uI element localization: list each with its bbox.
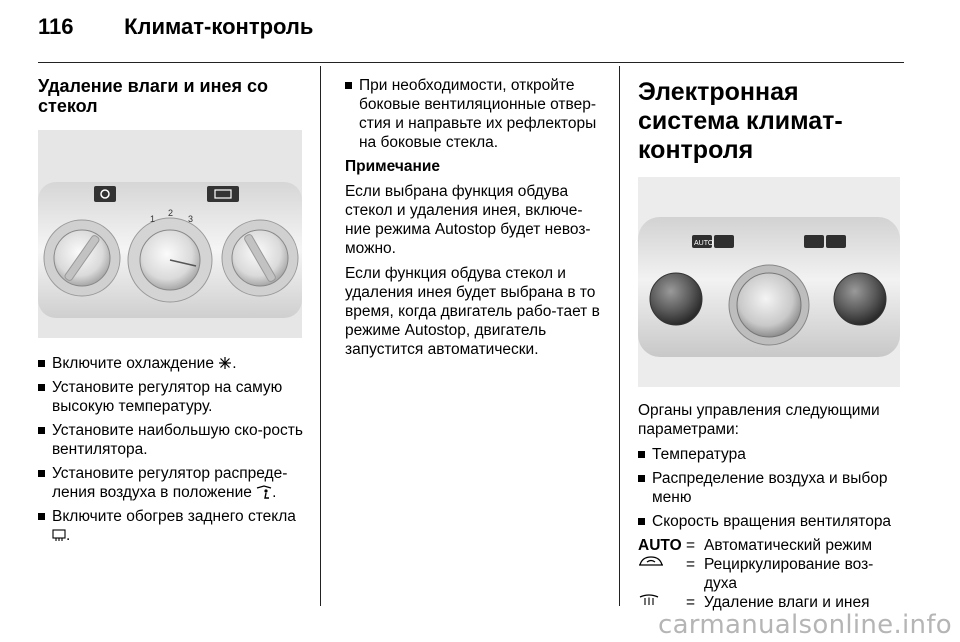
page-header — [38, 14, 313, 40]
rear-defrost-icon — [52, 529, 66, 542]
list-item: Установите регулятор распреде-ления воздуха в положение . — [38, 464, 306, 502]
list-item: Включите обогрев заднего стекла . — [38, 507, 306, 545]
list-item: При необходимости, откройте боковые вентиляционные отвер-стия и направьте их рефлекторы на боковые стекла. — [345, 76, 607, 152]
legend-key-recirculation — [638, 555, 686, 593]
fan-speed-label-3: 3 — [188, 214, 194, 224]
rear-defrost-button — [207, 186, 239, 202]
legend-sep: = — [686, 594, 696, 611]
electronic-climate-panel-illustration — [638, 177, 900, 387]
vent-step-list — [345, 76, 607, 152]
list-item: Распределение воздуха и выбор меню — [638, 469, 904, 507]
page-title: Климат-контроль — [124, 14, 314, 39]
windshield-footwell-icon — [256, 485, 272, 499]
button-legend — [638, 536, 904, 612]
air-distribution-knob — [737, 273, 801, 337]
legend-desc-recirculation: Рециркулирование воз-духа — [704, 556, 874, 592]
watermark: carmanualsonline.info — [657, 610, 952, 640]
legend-sep: = — [686, 537, 696, 554]
manual-climate-panel-illustration — [38, 130, 302, 338]
column-divider-2 — [619, 66, 620, 606]
legend-desc-defrost: Удаление влаги и инея — [704, 594, 870, 611]
legend-desc-auto: Автоматический режим — [704, 537, 873, 554]
column-divider-1 — [320, 66, 321, 606]
page-number: 116 — [38, 14, 74, 39]
note-paragraph-2: Если функция обдува стекол и удаления инея будет выбрана в то время, когда двигатель рабо-тает в режиме Autostop, двигатель запустится автоматически. — [345, 265, 600, 358]
temperature-knob — [650, 273, 702, 325]
list-item: Установите регулятор на самую высокую температуру. — [38, 378, 306, 416]
electronic-climate-panel-image — [638, 177, 900, 387]
list-item: Температура — [638, 445, 904, 464]
legend-sep: = — [686, 556, 696, 573]
note-title: Примечание — [345, 158, 440, 175]
ac-button — [94, 186, 116, 202]
note-paragraph-1: Если выбрана функция обдува стекол и удаления инея, включе-ние режима Autostop будет невоз-можно. — [345, 183, 591, 257]
list-item: Скорость вращения вентилятора — [638, 512, 904, 531]
fan-speed-label-2: 2 — [168, 208, 174, 218]
column-1 — [38, 76, 306, 550]
column-3 — [638, 78, 904, 612]
column-2 — [345, 76, 607, 365]
snowflake-icon — [218, 356, 232, 370]
auto-button-label: AUTO — [694, 240, 714, 247]
list-item: Включите охлаждение . — [38, 354, 306, 373]
header-rule — [38, 62, 904, 63]
recirculation-icon — [638, 555, 664, 569]
recirculation-button — [714, 235, 734, 248]
rear-window-defrost-button — [826, 235, 846, 248]
list-item: Установите наибольшую ско-рость вентилятора. — [38, 421, 306, 459]
manual-climate-panel-image — [38, 130, 302, 338]
section-heading-electronic: Электронная система климат-контроля — [638, 78, 843, 164]
section-heading-defog: Удаление влаги и инея со стекол — [38, 76, 269, 116]
fan-speed-label-1: 1 — [150, 214, 156, 224]
legend-key-auto: AUTO — [638, 537, 682, 554]
defrost-icon — [638, 593, 660, 607]
fan-speed-knob — [834, 273, 886, 325]
windshield-defrost-button — [804, 235, 824, 248]
controls-list — [638, 445, 904, 531]
defog-steps-list — [38, 354, 306, 545]
controls-intro: Органы управления следующими параметрами: — [638, 402, 880, 438]
